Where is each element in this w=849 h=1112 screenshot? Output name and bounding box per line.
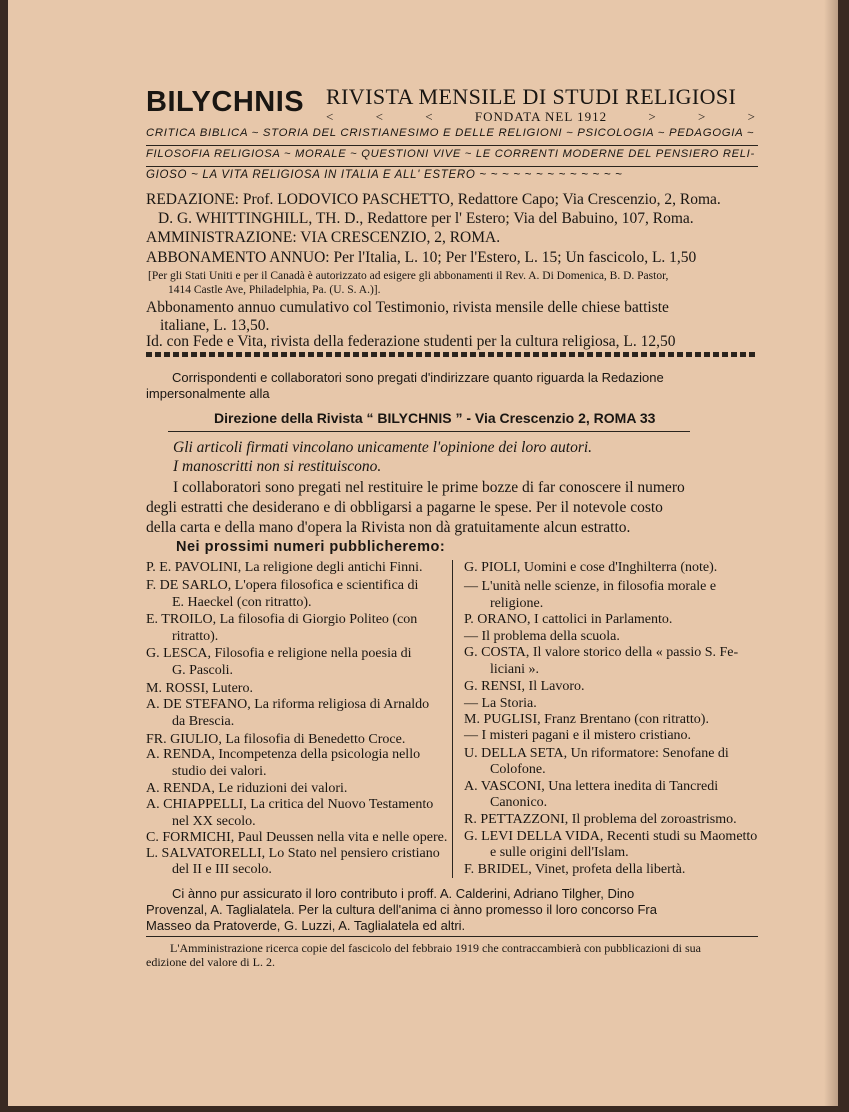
cumulativo-line-1: Abbonamento annuo cumulativo col Testimonio, rivista mensile delle chiese battiste (146, 299, 669, 316)
left-entry-line: A. RENDA, Le riduzioni dei valori. (146, 781, 348, 796)
forthcoming-heading: Nei prossimi numeri pubblicheremo: (176, 539, 446, 555)
page-edge-shadow (824, 0, 838, 1106)
right-entry-line: — La Storia. (464, 696, 537, 711)
usa-note-line-2: 1414 Castle Ave, Philadelphia, Pa. (U. S. A.)]. (168, 284, 381, 296)
left-entry-line: del II e III secolo. (172, 862, 272, 877)
right-entry-line: P. ORANO, I cattolici in Parlamento. (464, 612, 673, 627)
address-underline (168, 431, 690, 432)
left-entry-line: G. Pascoli. (172, 663, 234, 678)
subjects-line-3: GIOSO ~ LA VITA RELIGIOSA IN ITALIA E ALL' ESTERO ~ ~ ~ ~ ~ ~ ~ ~ ~ ~ ~ ~ ~ (146, 169, 623, 181)
founded-text: FONDATA NEL 1912 (474, 109, 608, 124)
left-entry-line: P. E. PAVOLINI, La religione degli antichi Finni. (146, 560, 423, 575)
right-entry-line: — Il problema della scuola. (464, 629, 620, 644)
right-entry-line: religione. (490, 596, 544, 611)
left-entry-line: F. DE SARLO, L'opera filosofica e scientifica di (146, 578, 419, 593)
administration-note-line-1: L'Amministrazione ricerca copie del fascicolo del febbraio 1919 che contraccambierà con pubblicazioni di sua (170, 941, 701, 955)
dotted-divider (146, 352, 758, 357)
proofs-line-1: I collaboratori sono pregati nel restituire le prime bozze di far conoscere il numero (173, 479, 685, 496)
amministrazione-line: AMMINISTRAZIONE: VIA CRESCENZIO, 2, ROMA. (146, 229, 501, 246)
arrow-right-3: > (747, 109, 756, 124)
right-entry-line: liciani ». (490, 662, 539, 677)
right-entry-line: R. PETTAZZONI, Il problema del zoroastrismo. (464, 812, 737, 827)
proofs-line-2: degli estratti che desiderano e di obbligarsi a pagarne le spese. Per il notevole costo (146, 499, 663, 516)
manuscripts-notice: I manoscritti non si restituiscono. (173, 458, 382, 475)
journal-name: BILYCHNIS (146, 86, 305, 118)
right-entry-line: Colofone. (490, 762, 546, 777)
left-entry-line: A. RENDA, Incompetenza della psicologia nello (146, 747, 421, 762)
bottom-rule (146, 936, 758, 937)
right-entry-line: A. VASCONI, Una lettera inedita di Tancredi (464, 779, 719, 794)
cumulativo-line-2: italiane, L. 13,50. (160, 317, 270, 334)
right-entry-line: U. DELLA SETA, Un riformatore: Senofane di (464, 746, 729, 761)
left-entry-line: studio dei valori. (172, 764, 267, 779)
journal-subtitle: RIVISTA MENSILE DI STUDI RELIGIOSI (326, 84, 737, 109)
left-entry-line: A. DE STEFANO, La riforma religiosa di Arnaldo (146, 697, 430, 712)
right-entry-line: e sulle origini dell'Islam. (490, 845, 629, 860)
abbonamento-line: ABBONAMENTO ANNUO: Per l'Italia, L. 10; Per l'Estero, L. 15; Un fascicolo, L. 1,50 (146, 249, 697, 266)
left-entry-line: M. ROSSI, Lutero. (146, 681, 253, 696)
founded-line (326, 109, 756, 125)
column-divider (452, 560, 453, 878)
foreign-editor-line: D. G. WHITTINGHILL, TH. D., Redattore per l' Estero; Via del Babuino, 107, Roma. (158, 210, 694, 227)
direction-address: Direzione della Rivista “ BILYCHNIS ” - Via Crescenzio 2, ROMA 33 (214, 410, 656, 426)
contributors-line-1: Ci ànno pur assicurato il loro contributo i proff. A. Calderini, Adriano Tilgher, Dino (172, 886, 635, 901)
contributors-line-2: Provenzal, A. Taglialatela. Per la cultura dell'anima ci ànno promesso il loro concorso Fra (146, 902, 657, 917)
left-entry-line: FR. GIULIO, La filosofia di Benedetto Croce. (146, 732, 406, 747)
subjects-line-1: CRITICA BIBLICA ~ STORIA DEL CRISTIANESIMO E DELLE RELIGIONI ~ PSICOLOGIA ~ PEDAGOGIA ~ (146, 127, 755, 139)
subjects-line-2: FILOSOFIA RELIGIOSA ~ MORALE ~ QUESTIONI VIVE ~ LE CORRENTI MODERNE DEL PENSIERO RELI- (146, 148, 755, 160)
contributors-line-3: Masseo da Pratoverde, G. Luzzi, A. Taglialatela ed altri. (146, 918, 466, 933)
left-entry-line: C. FORMICHI, Paul Deussen nella vita e nelle opere. (146, 830, 448, 845)
right-entry-line: — I misteri pagani e il mistero cristiano. (464, 728, 692, 743)
arrow-left-3: < (425, 109, 434, 124)
redazione-line: REDAZIONE: Prof. LODOVICO PASCHETTO, Redattore Capo; Via Crescenzio, 2, Roma. (146, 191, 721, 208)
signed-articles-notice: Gli articoli firmati vincolano unicamente l'opinione dei loro autori. (173, 439, 593, 456)
left-entry-line: ritratto). (172, 629, 219, 644)
subjects-rule-1 (146, 145, 758, 146)
right-entry-line: G. PIOLI, Uomini e cose d'Inghilterra (note). (464, 560, 718, 575)
left-entry-line: G. LESCA, Filosofia e religione nella poesia di (146, 646, 412, 661)
fede-vita-line: Id. con Fede e Vita, rivista della federazione studenti per la cultura religiosa, L. 12,50 (146, 333, 676, 350)
proofs-line-3: della carta e della mano d'opera la Rivista non dà gratuitamente alcun estratto. (146, 519, 631, 536)
right-entry-line: G. LEVI DELLA VIDA, Recenti studi su Maometto (464, 829, 758, 844)
left-entry-line: da Brescia. (172, 714, 235, 729)
correspondence-line-1: Corrispondenti e collaboratori sono pregati d'indirizzare quanto riguarda la Redazione (172, 370, 664, 385)
right-entry-line: G. COSTA, Il valore storico della « passio S. Fe- (464, 645, 739, 660)
right-entry-line: M. PUGLISI, Franz Brentano (con ritratto). (464, 712, 709, 727)
right-entry-line: G. RENSI, Il Lavoro. (464, 679, 585, 694)
left-entry-line: E. TROILO, La filosofia di Giorgio Politeo (con (146, 612, 418, 627)
arrow-left-1: < (326, 109, 335, 124)
usa-note-line-1: [Per gli Stati Uniti e per il Canadà è autorizzato ad esigere gli abbonamenti il Rev. A. Di Domenica, B. D. Pastor, (148, 270, 669, 282)
subjects-rule-2 (146, 166, 758, 167)
administration-note-line-2: edizione del valore di L. 2. (146, 955, 275, 969)
document-page (8, 0, 838, 1106)
right-entry-line: Canonico. (490, 795, 548, 810)
left-entry-line: A. CHIAPPELLI, La critica del Nuovo Testamento (146, 797, 434, 812)
arrow-left-2: < (375, 109, 384, 124)
correspondence-line-2: impersonalmente alla (146, 386, 270, 401)
left-entry-line: E. Haeckel (con ritratto). (172, 595, 312, 610)
arrow-right-1: > (648, 109, 657, 124)
arrow-right-2: > (697, 109, 707, 124)
right-entry-line: — L'unità nelle scienze, in filosofia morale e (464, 579, 717, 594)
right-entry-line: F. BRIDEL, Vinet, profeta della libertà. (464, 862, 686, 877)
left-entry-line: nel XX secolo. (172, 814, 256, 829)
left-entry-line: L. SALVATORELLI, Lo Stato nel pensiero cristiano (146, 846, 440, 861)
